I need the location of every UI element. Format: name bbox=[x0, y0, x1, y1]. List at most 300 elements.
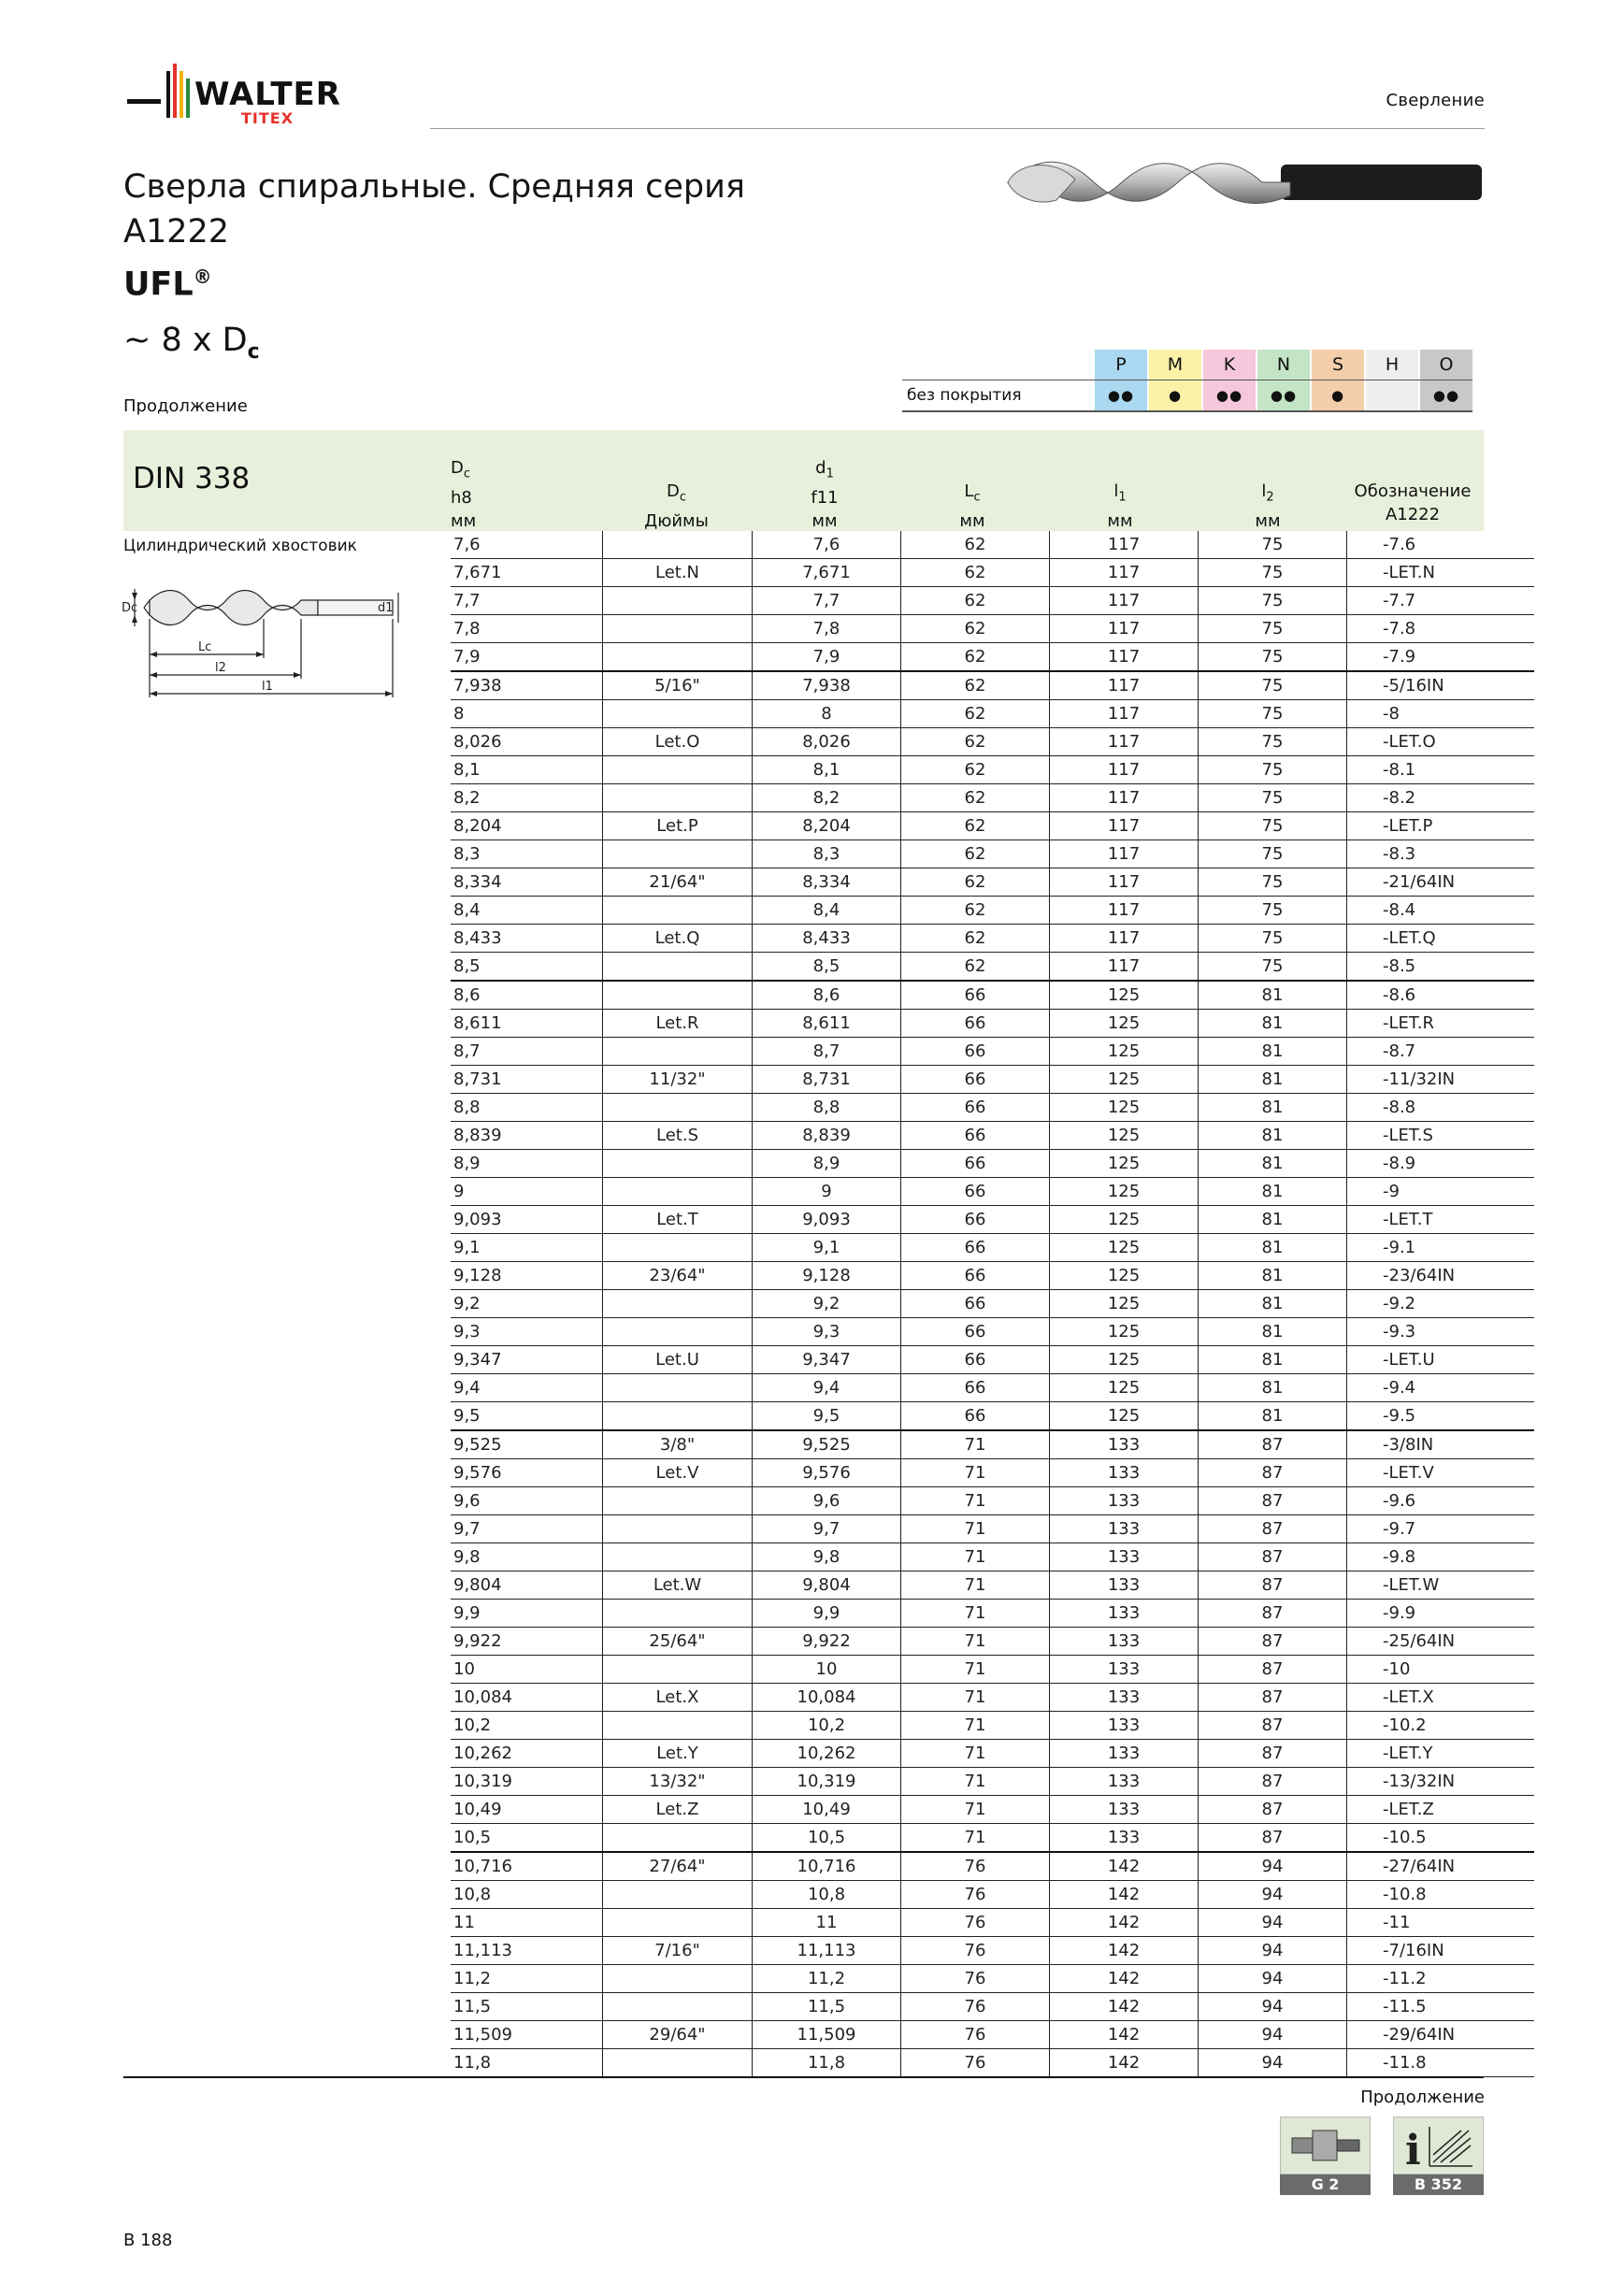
table-cell: 10,319 bbox=[753, 1768, 901, 1796]
table-cell: 71 bbox=[901, 1824, 1050, 1853]
table-cell: 71 bbox=[901, 1796, 1050, 1824]
table-cell: 9,347 bbox=[451, 1346, 603, 1374]
table-cell: -11 bbox=[1347, 1909, 1535, 1937]
table-cell: 9,2 bbox=[753, 1290, 901, 1318]
table-cell: 66 bbox=[901, 1206, 1050, 1234]
table-cell: 71 bbox=[901, 1515, 1050, 1543]
table-cell: 125 bbox=[1050, 1150, 1199, 1178]
table-cell: 9,9 bbox=[753, 1600, 901, 1628]
material-rating-h bbox=[1364, 380, 1418, 410]
table-cell: 11,5 bbox=[753, 1993, 901, 2021]
table-cell: 125 bbox=[1050, 1374, 1199, 1402]
material-letter-p: P bbox=[1093, 350, 1147, 380]
material-letter-m: M bbox=[1147, 350, 1201, 380]
header-dc-mm-tol: h8 bbox=[451, 487, 472, 508]
table-cell: 11,8 bbox=[451, 2049, 603, 2077]
table-cell: -11.5 bbox=[1347, 1993, 1535, 2021]
table-cell: 8,839 bbox=[451, 1122, 603, 1150]
table-cell: 8,611 bbox=[451, 1010, 603, 1038]
table-cell: 75 bbox=[1199, 671, 1347, 700]
material-rating-o: ●● bbox=[1418, 380, 1472, 410]
table-cell: -7.6 bbox=[1347, 531, 1535, 559]
table-cell bbox=[603, 1824, 753, 1853]
continued-label-top: Продолжение bbox=[123, 396, 248, 416]
table-row bbox=[451, 587, 1534, 615]
table-cell: Let.P bbox=[603, 812, 753, 840]
header-l1-unit: мм bbox=[1107, 510, 1133, 531]
table-row bbox=[451, 925, 1534, 953]
table-row bbox=[451, 1768, 1534, 1796]
table-cell: 8,7 bbox=[753, 1038, 901, 1066]
table-cell: 75 bbox=[1199, 784, 1347, 812]
table-cell: -8.2 bbox=[1347, 784, 1535, 812]
table-row bbox=[451, 981, 1534, 1010]
table-cell: 125 bbox=[1050, 981, 1199, 1010]
table-cell: -21/64IN bbox=[1347, 868, 1535, 897]
table-cell: 62 bbox=[901, 868, 1050, 897]
table-cell: 62 bbox=[901, 840, 1050, 868]
table-cell: 10,262 bbox=[451, 1740, 603, 1768]
table-cell: 76 bbox=[901, 1881, 1050, 1909]
table-cell: 81 bbox=[1199, 1010, 1347, 1038]
table-cell: Let.U bbox=[603, 1346, 753, 1374]
table-cell: 133 bbox=[1050, 1628, 1199, 1656]
material-legend-spacer bbox=[902, 350, 1093, 380]
table-cell: 125 bbox=[1050, 1094, 1199, 1122]
table-cell: 9,7 bbox=[451, 1515, 603, 1543]
table-cell: 76 bbox=[901, 1852, 1050, 1881]
schematic-lc-label: Lc bbox=[198, 640, 212, 654]
title-line2: A1222 bbox=[123, 213, 230, 251]
header-dc-mm bbox=[451, 456, 488, 533]
table-cell: 75 bbox=[1199, 953, 1347, 982]
ref-b352[interactable] bbox=[1393, 2117, 1484, 2195]
table-cell: 87 bbox=[1199, 1487, 1347, 1515]
table-cell: 125 bbox=[1050, 1178, 1199, 1206]
table-cell: 87 bbox=[1199, 1712, 1347, 1740]
table-cell bbox=[603, 531, 753, 559]
table-cell: -11/32IN bbox=[1347, 1066, 1535, 1094]
table-cell: 10,5 bbox=[753, 1824, 901, 1853]
table-cell: 142 bbox=[1050, 2021, 1199, 2049]
table-row bbox=[451, 1038, 1534, 1066]
table-cell: 66 bbox=[901, 981, 1050, 1010]
table-cell: 66 bbox=[901, 1178, 1050, 1206]
table-row bbox=[451, 2021, 1534, 2049]
table-cell: 66 bbox=[901, 1066, 1050, 1094]
table-cell: 94 bbox=[1199, 1937, 1347, 1965]
table-cell: 9,804 bbox=[451, 1571, 603, 1600]
schematic-d1-label: d1 bbox=[378, 601, 394, 615]
table-cell: 125 bbox=[1050, 1066, 1199, 1094]
table-cell: 133 bbox=[1050, 1684, 1199, 1712]
table-cell: -9.9 bbox=[1347, 1600, 1535, 1628]
table-cell: -LET.T bbox=[1347, 1206, 1535, 1234]
table-cell: 9,4 bbox=[451, 1374, 603, 1402]
table-cell: 9,7 bbox=[753, 1515, 901, 1543]
table-cell: 8,026 bbox=[753, 728, 901, 756]
header-designation bbox=[1342, 456, 1484, 526]
table-cell: 142 bbox=[1050, 1909, 1199, 1937]
table-cell: 8,7 bbox=[451, 1038, 603, 1066]
table-cell: 117 bbox=[1050, 671, 1199, 700]
table-cell: 8,9 bbox=[753, 1150, 901, 1178]
table-cell: 125 bbox=[1050, 1206, 1199, 1234]
table-row bbox=[451, 1965, 1534, 1993]
table-cell: 117 bbox=[1050, 784, 1199, 812]
table-cell: Let.N bbox=[603, 559, 753, 587]
header-d1-sym: d bbox=[815, 458, 826, 478]
table-cell: 62 bbox=[901, 671, 1050, 700]
table-cell: 10,084 bbox=[753, 1684, 901, 1712]
table-cell: 10,084 bbox=[451, 1684, 603, 1712]
table-cell bbox=[603, 953, 753, 982]
table-cell: 75 bbox=[1199, 587, 1347, 615]
table-cell: 81 bbox=[1199, 1122, 1347, 1150]
header-l1-sub: 1 bbox=[1118, 490, 1127, 505]
table-cell: 125 bbox=[1050, 1122, 1199, 1150]
table-cell: 75 bbox=[1199, 868, 1347, 897]
table-cell: 66 bbox=[901, 1374, 1050, 1402]
table-cell: 71 bbox=[901, 1571, 1050, 1600]
table-cell: -25/64IN bbox=[1347, 1628, 1535, 1656]
header-lc-unit: мм bbox=[959, 510, 985, 531]
table-row bbox=[451, 615, 1534, 643]
table-cell: 94 bbox=[1199, 1909, 1347, 1937]
table-row bbox=[451, 1094, 1534, 1122]
table-cell: 7,8 bbox=[451, 615, 603, 643]
table-cell: -9.1 bbox=[1347, 1234, 1535, 1262]
material-rating-m: ● bbox=[1147, 380, 1201, 410]
table-cell: -9.8 bbox=[1347, 1543, 1535, 1571]
table-cell: 81 bbox=[1199, 1374, 1347, 1402]
table-cell: -LET.P bbox=[1347, 812, 1535, 840]
length-ratio bbox=[123, 322, 260, 364]
table-cell bbox=[603, 1374, 753, 1402]
material-dots-row bbox=[902, 380, 1472, 412]
table-cell: 62 bbox=[901, 615, 1050, 643]
table-cell: 23/64" bbox=[603, 1262, 753, 1290]
table-cell: 117 bbox=[1050, 643, 1199, 672]
table-cell: 117 bbox=[1050, 700, 1199, 728]
table-cell: 8,8 bbox=[753, 1094, 901, 1122]
table-cell: 11,509 bbox=[753, 2021, 901, 2049]
table-cell: 142 bbox=[1050, 1852, 1199, 1881]
table-cell: 125 bbox=[1050, 1346, 1199, 1374]
table-cell: 11,8 bbox=[753, 2049, 901, 2077]
table-cell: -8 bbox=[1347, 700, 1535, 728]
table-cell: 81 bbox=[1199, 1150, 1347, 1178]
material-legend bbox=[902, 350, 1472, 412]
table-cell: 81 bbox=[1199, 1206, 1347, 1234]
table-cell: 133 bbox=[1050, 1487, 1199, 1515]
table-cell: 71 bbox=[901, 1740, 1050, 1768]
ref-g2[interactable] bbox=[1280, 2117, 1371, 2195]
table-cell: 125 bbox=[1050, 1290, 1199, 1318]
table-row bbox=[451, 1600, 1534, 1628]
table-cell: 133 bbox=[1050, 1515, 1199, 1543]
table-cell: 117 bbox=[1050, 840, 1199, 868]
table-cell: 87 bbox=[1199, 1430, 1347, 1459]
table-cell: -8.4 bbox=[1347, 897, 1535, 925]
table-cell: 9 bbox=[753, 1178, 901, 1206]
table-cell: 94 bbox=[1199, 1881, 1347, 1909]
table-cell: -8.8 bbox=[1347, 1094, 1535, 1122]
table-cell: 75 bbox=[1199, 897, 1347, 925]
table-cell: 62 bbox=[901, 812, 1050, 840]
table-row bbox=[451, 1796, 1534, 1824]
table-cell: 8,1 bbox=[753, 756, 901, 784]
table-cell: 9,525 bbox=[451, 1430, 603, 1459]
table-cell: 8,334 bbox=[451, 868, 603, 897]
table-cell: 133 bbox=[1050, 1571, 1199, 1600]
table-row bbox=[451, 671, 1534, 700]
table-cell: -LET.W bbox=[1347, 1571, 1535, 1600]
table-cell: 8,731 bbox=[451, 1066, 603, 1094]
drill-product-image bbox=[1000, 153, 1487, 211]
header-l1 bbox=[1046, 456, 1194, 533]
material-letter-h: H bbox=[1364, 350, 1418, 380]
table-cell: 87 bbox=[1199, 1459, 1347, 1487]
table-cell: 87 bbox=[1199, 1515, 1347, 1543]
table-cell bbox=[603, 1543, 753, 1571]
table-cell: 66 bbox=[901, 1038, 1050, 1066]
table-cell: 10,2 bbox=[451, 1712, 603, 1740]
table-cell: Let.W bbox=[603, 1571, 753, 1600]
table-cell: -7/16IN bbox=[1347, 1937, 1535, 1965]
table-cell: 9,8 bbox=[451, 1543, 603, 1571]
header-dc-inch-unit: Дюймы bbox=[644, 510, 709, 531]
header-l2-sub: 2 bbox=[1266, 490, 1274, 505]
table-cell bbox=[603, 1909, 753, 1937]
table-cell: 10,2 bbox=[753, 1712, 901, 1740]
table-cell: 142 bbox=[1050, 1965, 1199, 1993]
table-cell: 10,8 bbox=[753, 1881, 901, 1909]
table-cell: 117 bbox=[1050, 812, 1199, 840]
table-row bbox=[451, 1515, 1534, 1543]
table-cell: 117 bbox=[1050, 531, 1199, 559]
table-cell: 11 bbox=[451, 1909, 603, 1937]
table-cell: 133 bbox=[1050, 1740, 1199, 1768]
table-cell: -LET.U bbox=[1347, 1346, 1535, 1374]
table-cell: 7,9 bbox=[753, 643, 901, 672]
table-cell: -9 bbox=[1347, 1178, 1535, 1206]
table-bottom-rule bbox=[123, 2076, 1484, 2078]
ref-code-g2: G 2 bbox=[1280, 2174, 1371, 2195]
table-cell: 62 bbox=[901, 784, 1050, 812]
schematic-l1-label: l1 bbox=[262, 680, 273, 694]
table-cell: 8,4 bbox=[753, 897, 901, 925]
table-cell bbox=[603, 981, 753, 1010]
table-row bbox=[451, 1066, 1534, 1094]
table-cell: 81 bbox=[1199, 1402, 1347, 1431]
table-cell: -9.2 bbox=[1347, 1290, 1535, 1318]
title-line1: Сверла спиральные. Средняя серия bbox=[123, 168, 745, 206]
table-cell bbox=[603, 1290, 753, 1318]
material-letters-row bbox=[902, 350, 1472, 380]
info-chart-icon bbox=[1393, 2117, 1484, 2174]
table-row bbox=[451, 1712, 1534, 1740]
title-line3: UFL bbox=[123, 265, 194, 304]
table-cell: 81 bbox=[1199, 1094, 1347, 1122]
table-cell: 9,922 bbox=[451, 1628, 603, 1656]
table-cell: -9.4 bbox=[1347, 1374, 1535, 1402]
header-dc-inch bbox=[602, 456, 751, 533]
table-cell: 11,113 bbox=[451, 1937, 603, 1965]
table-cell: 9,922 bbox=[753, 1628, 901, 1656]
table-cell: 76 bbox=[901, 2049, 1050, 2077]
table-cell: 87 bbox=[1199, 1656, 1347, 1684]
table-cell: 76 bbox=[901, 2021, 1050, 2049]
table-cell: -LET.O bbox=[1347, 728, 1535, 756]
table-cell bbox=[603, 2049, 753, 2077]
table-cell: 87 bbox=[1199, 1740, 1347, 1768]
table-cell: 62 bbox=[901, 700, 1050, 728]
table-cell: 117 bbox=[1050, 615, 1199, 643]
continued-label-bottom: Продолжение bbox=[1360, 2088, 1485, 2107]
table-cell: 62 bbox=[901, 756, 1050, 784]
table-row bbox=[451, 1290, 1534, 1318]
table-cell: -7.8 bbox=[1347, 615, 1535, 643]
table-cell: 8,204 bbox=[753, 812, 901, 840]
table-cell: 75 bbox=[1199, 700, 1347, 728]
table-cell: 81 bbox=[1199, 1038, 1347, 1066]
table-cell bbox=[603, 1487, 753, 1515]
shank-type-label: Цилиндрический хвостовик bbox=[123, 537, 357, 555]
table-row bbox=[451, 1346, 1534, 1374]
table-cell: 9,5 bbox=[451, 1402, 603, 1431]
table-cell: -23/64IN bbox=[1347, 1262, 1535, 1290]
table-cell: 87 bbox=[1199, 1768, 1347, 1796]
table-cell: 8,3 bbox=[753, 840, 901, 868]
table-row bbox=[451, 1122, 1534, 1150]
table-cell: 71 bbox=[901, 1543, 1050, 1571]
table-row bbox=[451, 1937, 1534, 1965]
table-cell: 8,2 bbox=[753, 784, 901, 812]
table-cell: 71 bbox=[901, 1712, 1050, 1740]
svg-text:i: i bbox=[1405, 2127, 1421, 2174]
table-cell: 133 bbox=[1050, 1430, 1199, 1459]
table-row bbox=[451, 1402, 1534, 1431]
table-cell: 94 bbox=[1199, 1852, 1347, 1881]
table-cell bbox=[603, 1402, 753, 1431]
table-cell: 8,026 bbox=[451, 728, 603, 756]
table-cell: 7,9 bbox=[451, 643, 603, 672]
table-cell: 75 bbox=[1199, 840, 1347, 868]
header-designation-label: Обозначение bbox=[1354, 481, 1472, 501]
table-cell: 71 bbox=[901, 1684, 1050, 1712]
table-row bbox=[451, 2049, 1534, 2077]
table-cell: 81 bbox=[1199, 1178, 1347, 1206]
table-cell: 117 bbox=[1050, 868, 1199, 897]
table-cell bbox=[603, 1881, 753, 1909]
table-cell: -10 bbox=[1347, 1656, 1535, 1684]
table-row bbox=[451, 812, 1534, 840]
header-l2-unit: мм bbox=[1255, 510, 1281, 531]
walter-titex-logo bbox=[123, 60, 404, 135]
ratio-prefix: ~ 8 x D bbox=[123, 322, 248, 359]
table-cell: 117 bbox=[1050, 756, 1199, 784]
table-cell: 8,8 bbox=[451, 1094, 603, 1122]
table-cell: 62 bbox=[901, 925, 1050, 953]
table-row bbox=[451, 728, 1534, 756]
table-cell: 71 bbox=[901, 1656, 1050, 1684]
standard-label: DIN 338 bbox=[133, 462, 251, 495]
table-cell: 3/8" bbox=[603, 1430, 753, 1459]
table-cell: 9,128 bbox=[451, 1262, 603, 1290]
table-cell: 8,9 bbox=[451, 1150, 603, 1178]
table-cell: 94 bbox=[1199, 1965, 1347, 1993]
table-cell: 8,3 bbox=[451, 840, 603, 868]
table-cell: 133 bbox=[1050, 1768, 1199, 1796]
table-row bbox=[451, 1543, 1534, 1571]
table-cell: 87 bbox=[1199, 1628, 1347, 1656]
table-cell: -8.3 bbox=[1347, 840, 1535, 868]
table-cell: 29/64" bbox=[603, 2021, 753, 2049]
table-cell: 7,671 bbox=[451, 559, 603, 587]
table-cell: 9,1 bbox=[451, 1234, 603, 1262]
table-cell: 10,716 bbox=[753, 1852, 901, 1881]
table-cell: 125 bbox=[1050, 1010, 1199, 1038]
table-cell: 25/64" bbox=[603, 1628, 753, 1656]
table-row bbox=[451, 1234, 1534, 1262]
table-cell: 8,433 bbox=[451, 925, 603, 953]
table-cell: 27/64" bbox=[603, 1852, 753, 1881]
table-row bbox=[451, 953, 1534, 982]
table-cell: 66 bbox=[901, 1094, 1050, 1122]
table-cell: 71 bbox=[901, 1628, 1050, 1656]
table-cell: -8.9 bbox=[1347, 1150, 1535, 1178]
table-cell: 76 bbox=[901, 1909, 1050, 1937]
table-cell: 8,334 bbox=[753, 868, 901, 897]
table-cell: -13/32IN bbox=[1347, 1768, 1535, 1796]
table-cell: 75 bbox=[1199, 728, 1347, 756]
header-divider bbox=[430, 128, 1485, 129]
table-cell: 81 bbox=[1199, 1318, 1347, 1346]
material-letter-n: N bbox=[1256, 350, 1310, 380]
table-cell: 10,262 bbox=[753, 1740, 901, 1768]
table-cell: 133 bbox=[1050, 1796, 1199, 1824]
table-cell: 62 bbox=[901, 897, 1050, 925]
table-cell: 9,9 bbox=[451, 1600, 603, 1628]
table-row bbox=[451, 1740, 1534, 1768]
table-cell: 9,1 bbox=[753, 1234, 901, 1262]
table-row bbox=[451, 1487, 1534, 1515]
table-cell: 66 bbox=[901, 1402, 1050, 1431]
table-cell: 62 bbox=[901, 728, 1050, 756]
table-cell: 66 bbox=[901, 1010, 1050, 1038]
table-cell: 7,8 bbox=[753, 615, 901, 643]
table-cell: 133 bbox=[1050, 1600, 1199, 1628]
table-cell bbox=[603, 1038, 753, 1066]
table-cell: -LET.V bbox=[1347, 1459, 1535, 1487]
table-cell: 94 bbox=[1199, 1993, 1347, 2021]
header-lc-sub: c bbox=[973, 490, 981, 505]
table-cell: 66 bbox=[901, 1346, 1050, 1374]
table-row bbox=[451, 1656, 1534, 1684]
table-cell: 8,1 bbox=[451, 756, 603, 784]
table-cell: 11,113 bbox=[753, 1937, 901, 1965]
table-cell: 9,093 bbox=[451, 1206, 603, 1234]
table-cell bbox=[603, 615, 753, 643]
table-cell: 75 bbox=[1199, 812, 1347, 840]
table-cell bbox=[603, 643, 753, 672]
material-rating-n: ●● bbox=[1256, 380, 1310, 410]
header-d1 bbox=[751, 456, 898, 533]
table-row bbox=[451, 1852, 1534, 1881]
header-dc-mm-unit: мм bbox=[451, 510, 477, 531]
table-cell: 7/16" bbox=[603, 1937, 753, 1965]
